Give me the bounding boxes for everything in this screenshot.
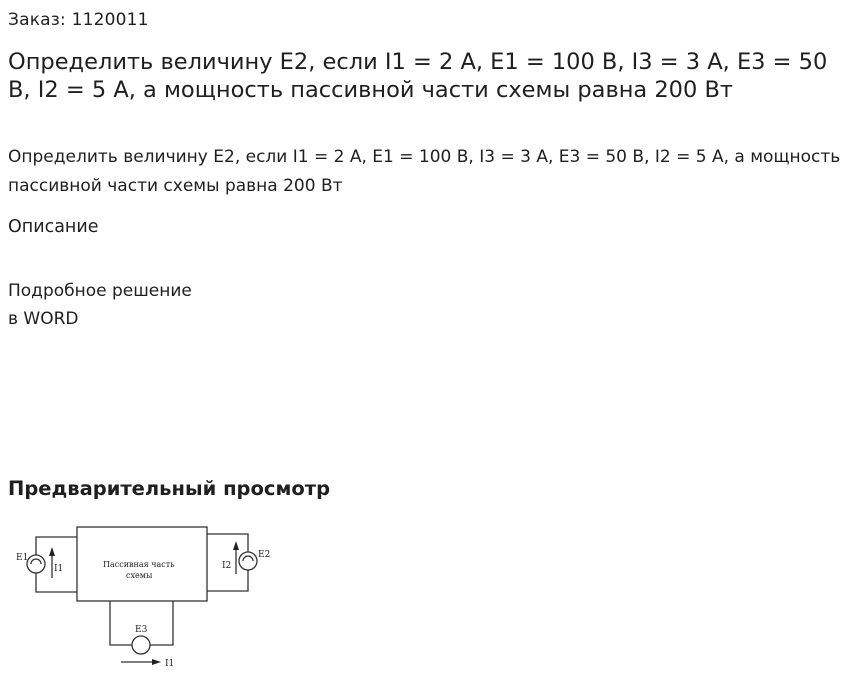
problem-statement: Определить величину E2, если I1 = 2 A, E1 = 100 B, I3 = 3 A, E3 = 50 B, I2 = 5 A, а мощность пассивной части схемы равна 200 Вт xyxy=(8,147,841,196)
solution-line-1: Подробное решение xyxy=(8,281,192,301)
e3-label: E3 xyxy=(135,625,148,635)
solution-line-2: в WORD xyxy=(8,309,79,329)
i1-arrow-head xyxy=(49,547,55,556)
box-label-line-1: Пассивная часть xyxy=(103,560,175,569)
preview-image[interactable] xyxy=(8,520,278,680)
e1-source-symbol xyxy=(27,555,45,573)
box-label-line-2: схемы xyxy=(126,571,153,580)
e3-source-symbol xyxy=(132,636,150,654)
i1-bottom-arrow-head xyxy=(152,659,161,665)
i1-label: I1 xyxy=(54,564,64,574)
circuit-diagram xyxy=(8,520,278,680)
description-label: Описание xyxy=(8,217,99,237)
e1-label: E1 xyxy=(16,553,29,563)
order-number: Заказ: 1120011 xyxy=(8,10,149,30)
solution-note xyxy=(8,277,192,333)
i2-label: I2 xyxy=(222,561,232,571)
e2-source-symbol xyxy=(239,552,257,570)
i1-bottom-label: I1 xyxy=(165,659,175,669)
i2-arrow-head xyxy=(233,541,239,550)
e2-label: E2 xyxy=(258,550,271,560)
page-title: Определить величину E2, если I1 = 2 A, E1 = 100 B, I3 = 3 A, E3 = 50 B, I2 = 5 A, а мощность пассивной части схемы равна 200 Вт xyxy=(8,49,828,103)
preview-title: Предварительный просмотр xyxy=(8,477,331,500)
